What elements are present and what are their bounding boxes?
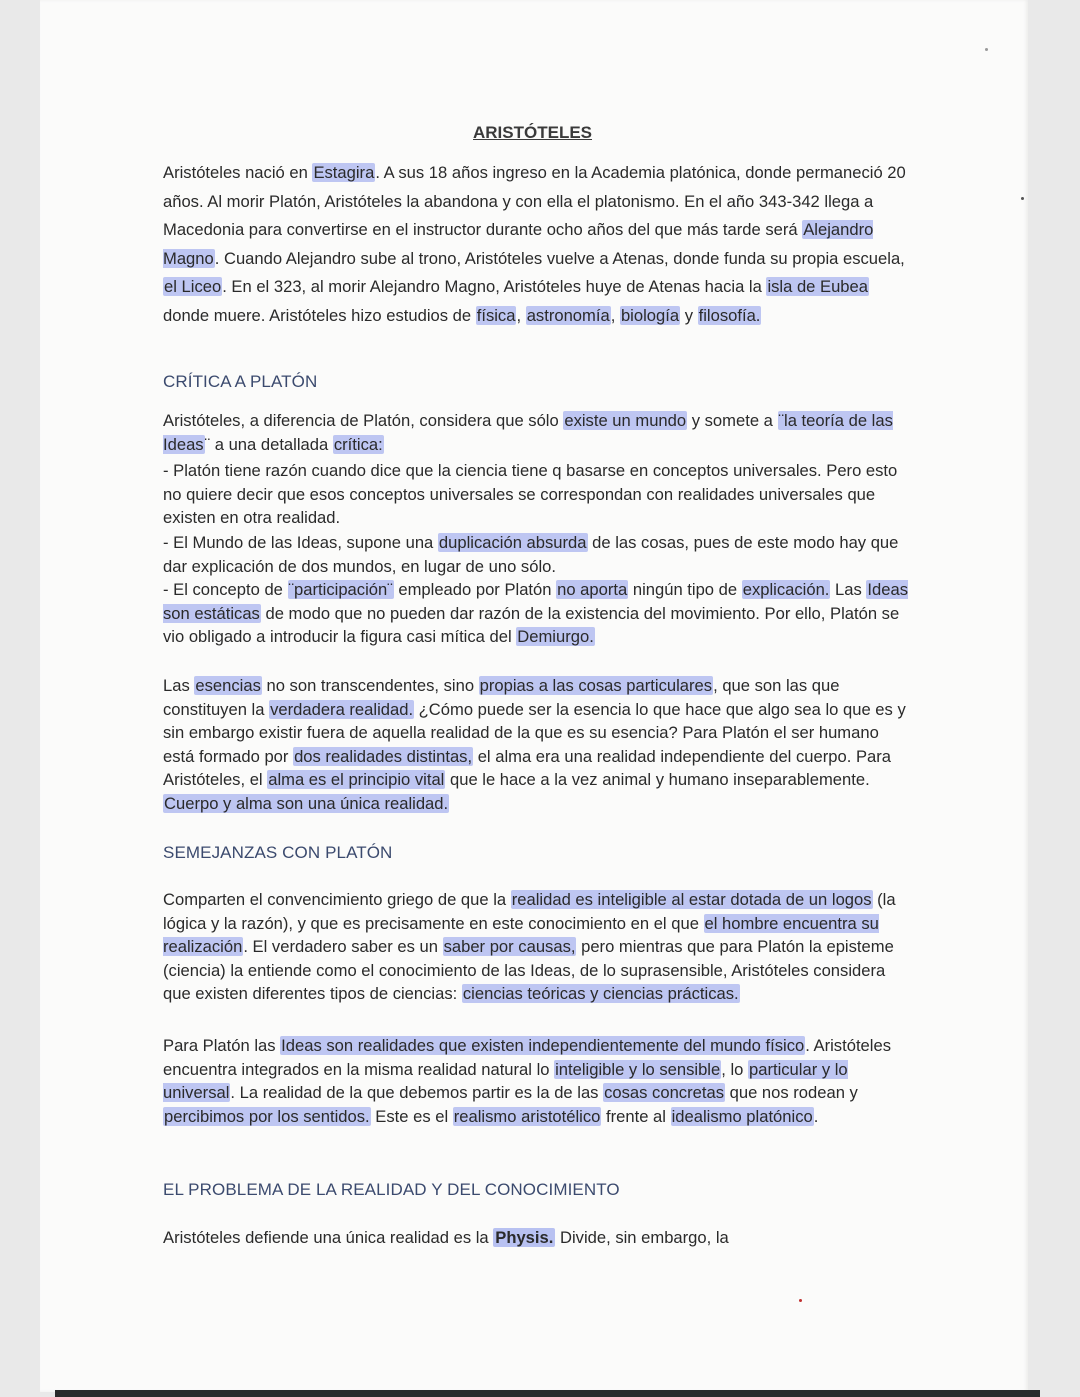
highlighted-text: alma es el principio vital [268, 770, 445, 789]
highlighted-text: Estagira [313, 163, 375, 182]
highlighted-text: particular y lo universal [163, 1059, 848, 1102]
highlighted-text: Alejandro Magno [163, 220, 874, 268]
section-heading-semejanzas: SEMEJANZAS CON PLATÓN [163, 843, 393, 862]
highlighted-text: ¨la teoría de las Ideas [163, 411, 893, 454]
section-heading-critica: CRÍTICA A PLATÓN [163, 372, 318, 391]
highlighted-text: filosofía. [698, 305, 761, 325]
semejanzas-paragraph-2: Para Platón las Ideas son realidades que existen independientemente del mundo físico. Aristóteles encuentra integrados en la misma realidad natural lo inteligible y lo sensible, lo particular y lo universal. La realidad de la que debemos partir es la de las cosas concretas que nos rodean y percibimos por los sentidos. Este es el realismo aristotélico frente al idealismo platónico. [163, 1036, 891, 1126]
highlighted-text: idealismo platónico [671, 1106, 813, 1126]
problema-paragraph-1: Aristóteles defiende una única realidad es la Physis. Divide, sin embargo, la [163, 1228, 729, 1247]
highlighted-text: no aporta [557, 580, 628, 599]
scan-speck [1021, 197, 1024, 200]
highlighted-text: saber por causas, [443, 937, 576, 956]
highlighted-text: inteligible y lo sensible [555, 1059, 721, 1079]
highlighted-text: el Liceo [164, 277, 222, 296]
highlighted-text: astronomía [526, 305, 610, 325]
scan-speck [799, 1299, 802, 1302]
highlighted-text: Ideas son realidades que existen independientemente del mundo físico [281, 1036, 805, 1055]
scan-speck [985, 48, 988, 51]
highlighted-text: crítica: [333, 434, 383, 454]
highlighted-text: isla de Eubea [767, 277, 868, 296]
highlighted-text: ¨participación¨ [288, 580, 393, 599]
highlighted-text: ciencias teóricas y ciencias prácticas. [462, 984, 739, 1003]
highlighted-text: percibimos por los sentidos. [164, 1106, 370, 1126]
highlighted-text: duplicación absurda [438, 533, 587, 552]
highlighted-text: propias a las cosas particulares [479, 676, 713, 695]
document-title: ARISTÓTELES [473, 123, 593, 142]
critica-paragraph-1: Aristóteles, a diferencia de Platón, considera que sólo existe un mundo y somete a ¨la teoría de las Ideas¨ a una detallada crítica: [163, 411, 893, 454]
critica-paragraph-3: - El Mundo de las Ideas, supone una duplicación absurda de las cosas, pues de este modo hay que dar explicación de dos mundos, en lugar de uno sólo. [163, 533, 899, 576]
highlighted-text: Demiurgo. [517, 627, 594, 646]
highlighted-text: Cuerpo y alma son una única realidad. [164, 793, 449, 813]
highlighted-text: dos realidades distintas, [294, 746, 473, 766]
highlighted-text: física [476, 305, 516, 325]
critica-paragraph-4: - El concepto de ¨participación¨ empleado por Platón no aporta ningún tipo de explicación. Las Ideas son estáticas de modo que no pueden dar razón de la existencia del movimiento. Por ello, Platón se vio obligado a introducir la figura casi mítica del Demiurgo. [163, 580, 909, 646]
highlighted-text: explicación. [742, 580, 830, 599]
highlighted-text: existe un mundo [564, 411, 687, 430]
highlighted-text: cosas concretas [604, 1083, 724, 1102]
critica-paragraph-5: Las esencias no son transcendentes, sino propias a las cosas particulares, que son las que constituyen la verdadera realidad. ¿Cómo puede ser la esencia lo que hace que algo sea lo que es y sin embargo existir fuera de aquella realidad de la que es su esencia? Para Platón el ser humano está formado por dos realidades distintas, el alma era una realidad independiente del cuerpo. Para Aristóteles, el alma es el principio vital que le hace a la vez animal y humano inseparablemente. Cuerpo y alma son una única realidad. [163, 676, 906, 813]
highlighted-text: el hombre encuentra su realización [163, 913, 879, 956]
intro-paragraph: Aristóteles nació en Estagira. A sus 18 años ingreso en la Academia platónica, donde permaneció 20 años. Al morir Platón, Aristóteles la abandona y con ella el platonismo. En el año 343-342 llega a Macedonia para convertirse en el instructor durante ocho años del que más tarde será Alejandro Magno. Cuando Alejandro sube al trono, Aristóteles vuelve a Atenas, donde funda su propia escuela, el Liceo. En el 323, al morir Alejandro Magno, Aristóteles huye de Atenas hacia la isla de Eubea donde muere. Aristóteles hizo estudios de física, astronomía, biología y filosofía. [163, 163, 906, 325]
scan-bottom-edge [55, 1390, 1040, 1397]
highlighted-text: realidad es inteligible al estar dotada de un logos [511, 890, 872, 909]
highlighted-text: Physis. [495, 1228, 554, 1247]
highlighted-text: esencias [195, 676, 261, 695]
critica-paragraph-2: - Platón tiene razón cuando dice que la ciencia tiene q basarse en conceptos universales. Pero esto no quiere decir que esos conceptos universales se correspondan con realidades universales que existen en otra realidad. [163, 461, 898, 527]
semejanzas-paragraph-1: Comparten el convencimiento griego de que la realidad es inteligible al estar dotada de un logos (la lógica y la razón), y que es precisamente en este conocimiento en el que el hombre encuentra su realización. El verdadero saber es un saber por causas, pero mientras que para Platón la episteme (ciencia) la entiende como el conocimiento de las Ideas, de lo suprasensible, Aristóteles considera que existen diferentes tipos de ciencias: ciencias teóricas y ciencias prácticas. [163, 890, 896, 1003]
highlighted-text: realismo aristotélico [453, 1106, 601, 1126]
highlighted-text: Ideas son estáticas [163, 580, 909, 623]
section-heading-problema: EL PROBLEMA DE LA REALIDAD Y DEL CONOCIMIENTO [163, 1180, 620, 1199]
highlighted-text: biología [620, 305, 680, 325]
highlighted-text: verdadera realidad. [270, 699, 414, 719]
